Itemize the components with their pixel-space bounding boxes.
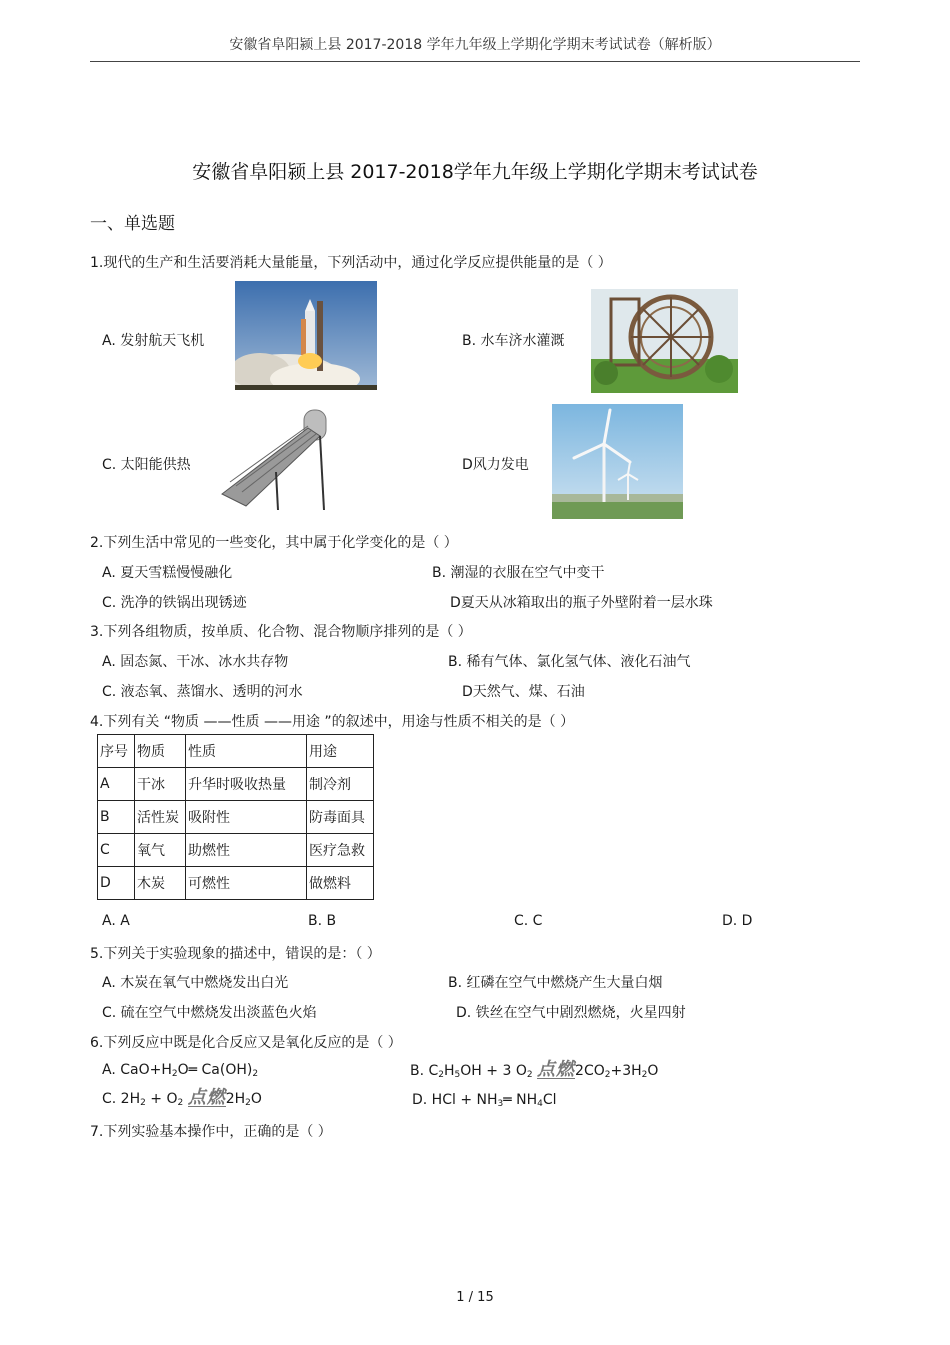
table-cell: 做燃料 [307,867,374,900]
question-7-stem: 7.下列实验基本操作中，正确的是（ ） [90,1124,332,1140]
question-1-stem: 1.现代的生产和生活要消耗大量能量，下列活动中，通过化学反应提供能量的是（ ） [90,255,612,271]
q2-option-d: D夏天从冰箱取出的瓶子外壁附着一层水珠 [450,595,713,611]
property-use-table [97,734,374,900]
table-row [98,834,374,867]
table-cell: 氧气 [135,834,186,867]
q2-option-b: B. 潮湿的衣服在空气中变干 [432,565,605,581]
table-cell: 助燃性 [186,834,307,867]
solar-water-heater-image [216,406,332,513]
table-cell: D [98,867,135,900]
table-cell: 防毒面具 [307,801,374,834]
q4-option-a: A. A [102,913,130,929]
question-4-stem: 4.下列有关 “物质 ——性质 ——用途 ”的叙述中，用途与性质不相关的是（ ） [90,714,575,730]
water-wheel-image [591,289,738,393]
table-cell: 制冷剂 [307,768,374,801]
question-5-stem: 5.下列关于实验现象的描述中，错误的是：（ ） [90,946,381,962]
table-cell: 升华时吸收热量 [186,768,307,801]
q6-option-c: C. $2H_2 + O_2$ 点燃$2H_2O$ [102,1087,262,1108]
wind-turbine-image [552,404,683,519]
question-3-stem: 3.下列各组物质，按单质、化合物、混合物顺序排列的是（ ） [90,624,472,640]
q3-option-b: B. 稀有气体、氯化氢气体、液化石油气 [448,654,691,670]
table-cell: 活性炭 [135,801,186,834]
ignite-condition-mark: 点燃 [537,1059,576,1080]
q6-option-b: B. $C_2H_5OH + 3$ $O_2$ 点燃$2CO_2+3H_2O$ [410,1059,659,1080]
q4-option-b: B. B [308,913,337,929]
q1-option-c: C. 太阳能供热 [102,457,191,473]
document-title: 安徽省阜阳颍上县 2017-2018学年九年级上学期化学期末考试试卷 [192,161,758,183]
table-cell: 吸附性 [186,801,307,834]
q4-option-d: D. D [722,913,753,929]
q4-option-c: C. C [514,913,543,929]
table-header-row [98,735,374,768]
table-cell: 干冰 [135,768,186,801]
q1-option-b: B. 水车济水灌溉 [462,333,565,349]
q5-option-c: C. 硫在空气中燃烧发出淡蓝色火焰 [102,1005,317,1021]
ignite-condition-mark: 点燃 [187,1087,226,1108]
table-cell: 医疗急救 [307,834,374,867]
section-heading: 一、单选题 [90,214,175,234]
table-cell: A [98,768,135,801]
table-header-cell: 性质 [186,735,307,768]
table-cell: 可燃性 [186,867,307,900]
question-2-stem: 2.下列生活中常见的一些变化，其中属于化学变化的是（ ） [90,535,458,551]
table-row [98,768,374,801]
table-cell: B [98,801,135,834]
q2-option-c: C. 洗净的铁锅出现锈迹 [102,595,247,611]
table-header-cell: 序号 [98,735,135,768]
table-row [98,867,374,900]
q3-option-d: D天然气、煤、石油 [462,684,585,700]
header-divider [90,61,860,62]
table-cell: 木炭 [135,867,186,900]
q1-option-a: A. 发射航天飞机 [102,333,205,349]
space-shuttle-launch-image [235,281,377,390]
q3-option-a: A. 固态氮、干冰、冰水共存物 [102,654,289,670]
question-6-stem: 6.下列反应中既是化合反应又是氧化反应的是（ ） [90,1035,402,1051]
q3-option-c: C. 液态氧、蒸馏水、透明的河水 [102,684,303,700]
q5-option-b: B. 红磷在空气中燃烧产生大量白烟 [448,975,663,991]
q1-option-d: D风力发电 [462,457,529,473]
table-header-cell: 物质 [135,735,186,768]
q2-option-a: A. 夏天雪糕慢慢融化 [102,565,233,581]
page-number: 1 / 15 [456,1290,494,1305]
q5-option-a: A. 木炭在氧气中燃烧发出白光 [102,975,289,991]
table-header-cell: 用途 [307,735,374,768]
q5-option-d: D. 铁丝在空气中剧烈燃烧，火星四射 [456,1005,686,1021]
q6-option-d: D. HCl + $NH_3═$ $NH_4Cl$ [412,1092,557,1109]
page-header: 安徽省阜阳颍上县 2017-2018 学年九年级上学期化学期末考试试卷（解析版） [229,37,721,53]
table-cell: C [98,834,135,867]
table-row [98,801,374,834]
q6-option-a: A. $CaO+H_2O═$ $Ca(OH)_2$ [102,1062,259,1079]
